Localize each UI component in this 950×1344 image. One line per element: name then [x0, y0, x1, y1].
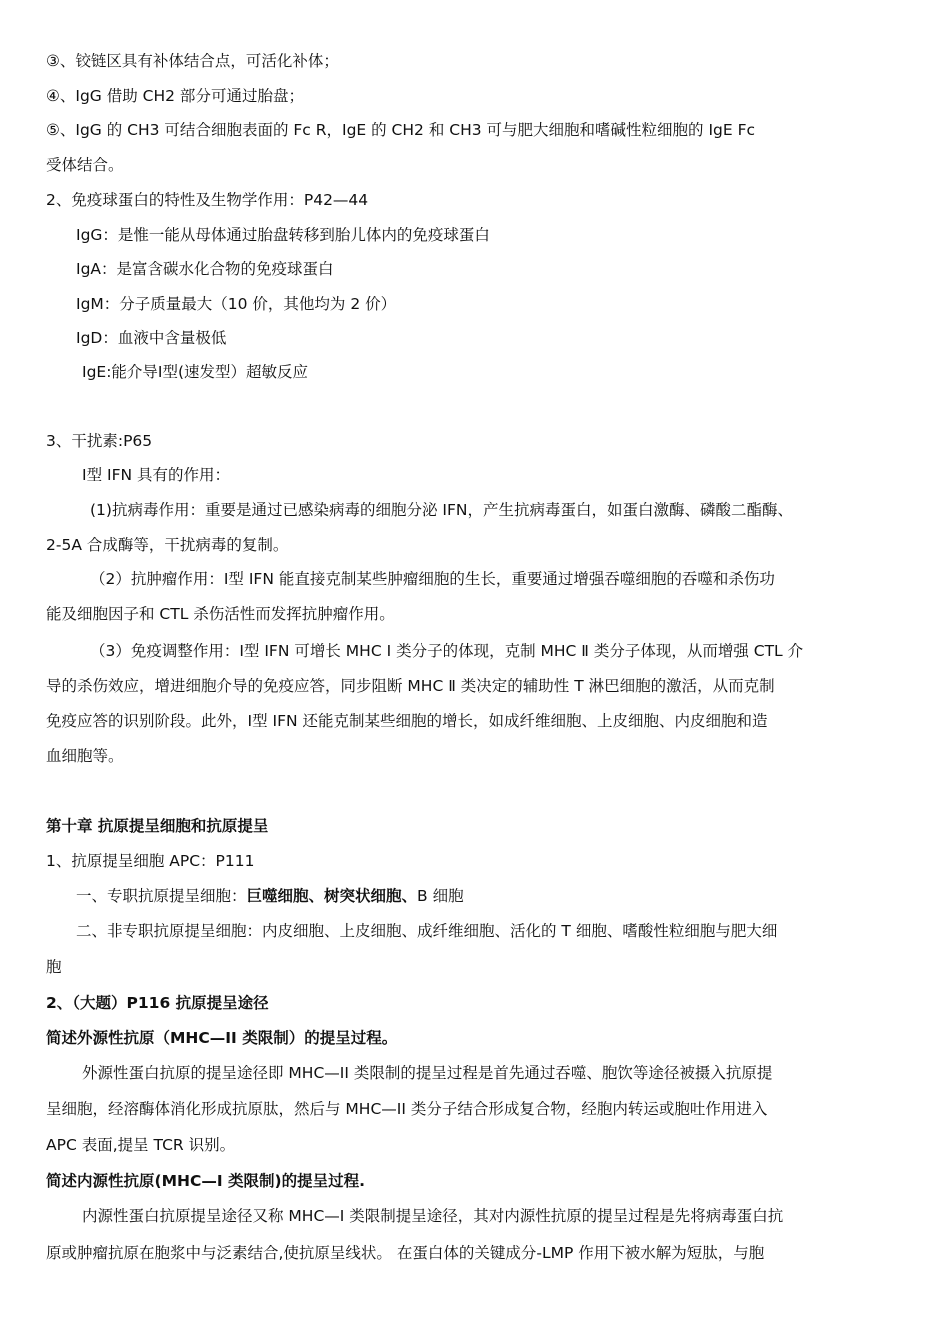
text-line: （3）免疫调整作用：Ⅰ型 IFN 可增长 MHC Ⅰ 类分子的体现，克制 MHC Ⅱ 类分子体现，从而增强 CTL 介 [90, 642, 804, 660]
section-heading: 2、（大题）P116 抗原提呈途径 [46, 994, 269, 1012]
question-heading: 简述外源性抗原（MHC—II 类限制）的提呈过程。 [46, 1029, 398, 1047]
text-line: 血细胞等。 [46, 747, 124, 765]
text-line [76, 885, 908, 907]
text-line: 受体结合。 [46, 156, 124, 174]
text-line: 内源性蛋白抗原提呈途径又称 MHC—I 类限制提呈途径，其对内源性抗原的提呈过程是先将病毒蛋白抗 [82, 1207, 784, 1225]
text-line: 呈细胞，经溶酶体消化形成抗原肽，然后与 MHC—II 类分子结合形成复合物，经胞内转运或胞吐作用进入 [46, 1100, 768, 1118]
question-heading: 简述内源性抗原(MHC—I 类限制)的提呈过程. [46, 1172, 365, 1190]
text-line: APC 表面,提呈 TCR 识别。 [46, 1136, 236, 1154]
text-line: 2-5A 合成酶等，干扰病毒的复制。 [46, 536, 289, 554]
text-line: 能及细胞因子和 CTL 杀伤活性而发挥抗肿瘤作用。 [46, 605, 395, 623]
text-line: 免疫应答的识别阶段。此外，Ⅰ型 IFN 还能克制某些细胞的增长，如成纤维细胞、上皮细胞、内皮细胞和造 [46, 712, 768, 730]
text-line: 原或肿瘤抗原在胞浆中与泛素结合,使抗原呈线状。 在蛋白体的关键成分-LMP 作用下被水解为短肽，与胞 [46, 1244, 765, 1262]
text-line: ④、IgG 借助 CH2 部分可通过胎盘； [46, 87, 304, 105]
text-line: IgA：是富含碳水化合物的免疫球蛋白 [76, 260, 334, 278]
text-line: Ⅰ型 IFN 具有的作用： [82, 466, 231, 484]
text-line: IgM：分子质量最大（10 价，其他均为 2 价） [76, 295, 397, 313]
text-line: 1、抗原提呈细胞 APC：P111 [46, 852, 255, 870]
section-heading: 2、免疫球蛋白的特性及生物学作用：P42—44 [46, 191, 369, 209]
chapter-title: 第十章 抗原提呈细胞和抗原提呈 [46, 817, 269, 835]
text-line: ⑤、IgG 的 CH3 可结合细胞表面的 Fc R，IgE 的 CH2 和 CH3 可与肥大细胞和嗜碱性粒细胞的 IgE Fc [46, 121, 756, 139]
text-line: 外源性蛋白抗原的提呈途径即 MHC—II 类限制的提呈过程是首先通过吞噬、胞饮等途径被摄入抗原提 [82, 1064, 773, 1082]
text-line: (1)抗病毒作用：重要是通过已感染病毒的细胞分泌 IFN，产生抗病毒蛋白，如蛋白激酶、磷酸二酯酶、 [90, 501, 793, 519]
text-line: IgG：是惟一能从母体通过胎盘转移到胎儿体内的免疫球蛋白 [76, 226, 490, 244]
text-line: （2）抗肿瘤作用：Ⅰ型 IFN 能直接克制某些肿瘤细胞的生长，重要通过增强吞噬细胞的吞噬和杀伤功 [90, 570, 775, 588]
text-span: 一、专职抗原提呈细胞： [76, 887, 247, 905]
bold-span: 巨噬细胞、树突状细胞、 [246, 887, 418, 905]
text-line: 胞 [46, 958, 62, 976]
text-span: B 细胞 [417, 887, 464, 905]
text-line: 导的杀伤效应，增进细胞介导的免疫应答，同步阻断 MHC Ⅱ 类决定的辅助性 T 淋巴细胞的激活，从而克制 [46, 677, 775, 695]
text-line: 二、非专职抗原提呈细胞：内皮细胞、上皮细胞、成纤维细胞、活化的 T 细胞、嗜酸性粒细胞与肥大细 [76, 922, 778, 940]
text-line: IgE:能介导Ⅰ型(速发型）超敏反应 [82, 363, 309, 381]
text-line: ③、铰链区具有补体结合点，可活化补体； [46, 52, 339, 70]
section-heading: 3、干扰素:P65 [46, 432, 153, 450]
text-line: IgD：血液中含量极低 [76, 329, 227, 347]
